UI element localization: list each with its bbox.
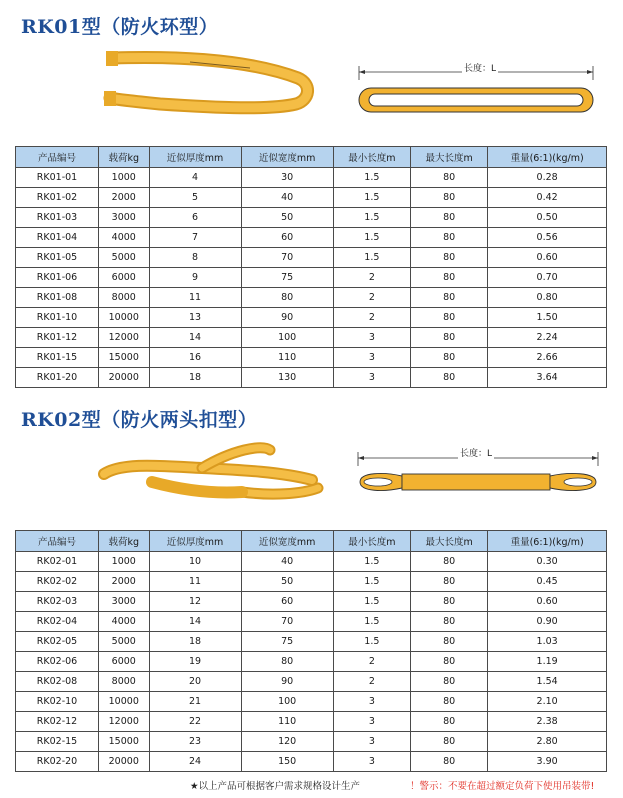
table-cell: 2 bbox=[333, 652, 410, 672]
table-cell: 80 bbox=[410, 288, 487, 308]
table-row bbox=[16, 612, 607, 632]
table-cell: RK01-20 bbox=[16, 368, 99, 388]
table-cell: 0.30 bbox=[488, 552, 607, 572]
table-cell: 10 bbox=[149, 552, 241, 572]
table-cell: 2.38 bbox=[488, 712, 607, 732]
table-cell: 12000 bbox=[99, 328, 150, 348]
table-cell: 2.80 bbox=[488, 732, 607, 752]
table-cell: 1.5 bbox=[333, 592, 410, 612]
table-cell: RK01-04 bbox=[16, 228, 99, 248]
table-cell: 6 bbox=[149, 208, 241, 228]
table-cell: 0.42 bbox=[488, 188, 607, 208]
table-header-row bbox=[16, 147, 607, 168]
table-cell: 50 bbox=[241, 572, 333, 592]
col-header: 近似厚度mm bbox=[149, 531, 241, 552]
table-cell: 150 bbox=[241, 752, 333, 772]
table-cell: 80 bbox=[410, 188, 487, 208]
table-cell: 80 bbox=[410, 632, 487, 652]
table-cell: 5 bbox=[149, 188, 241, 208]
table-cell: 60 bbox=[241, 592, 333, 612]
table-cell: 80 bbox=[410, 592, 487, 612]
table-cell: RK02-15 bbox=[16, 732, 99, 752]
table-cell: 0.28 bbox=[488, 168, 607, 188]
table-cell: 1.5 bbox=[333, 208, 410, 228]
table-cell: RK02-01 bbox=[16, 552, 99, 572]
col-header: 最小长度m bbox=[333, 147, 410, 168]
table-cell: 1.19 bbox=[488, 652, 607, 672]
table-cell: 13 bbox=[149, 308, 241, 328]
table-cell: 8000 bbox=[99, 288, 150, 308]
table-cell: 0.56 bbox=[488, 228, 607, 248]
table-cell: RK01-02 bbox=[16, 188, 99, 208]
table-cell: 3 bbox=[333, 348, 410, 368]
table-cell: 80 bbox=[410, 552, 487, 572]
table-cell: 2.66 bbox=[488, 348, 607, 368]
table-cell: 1.5 bbox=[333, 168, 410, 188]
table-cell: 80 bbox=[410, 168, 487, 188]
table-cell: 4000 bbox=[99, 612, 150, 632]
table-cell: 20 bbox=[149, 672, 241, 692]
table-header-row bbox=[16, 531, 607, 552]
table-cell: 11 bbox=[149, 572, 241, 592]
table-cell: 1.5 bbox=[333, 632, 410, 652]
col-header: 近似宽度mm bbox=[241, 531, 333, 552]
table-cell: 23 bbox=[149, 732, 241, 752]
ring-length-label: 长度：L bbox=[462, 61, 498, 74]
table-cell: 100 bbox=[241, 692, 333, 712]
table-row bbox=[16, 712, 607, 732]
table-cell: 3 bbox=[333, 732, 410, 752]
table-row bbox=[16, 572, 607, 592]
table-cell: RK01-12 bbox=[16, 328, 99, 348]
table-cell: 50 bbox=[241, 208, 333, 228]
table-cell: 3.64 bbox=[488, 368, 607, 388]
table-cell: 19 bbox=[149, 652, 241, 672]
table-cell: 3 bbox=[333, 692, 410, 712]
table-cell: 80 bbox=[410, 572, 487, 592]
table-cell: RK02-05 bbox=[16, 632, 99, 652]
section2-title: RK02型（防火两头扣型） bbox=[21, 409, 258, 431]
table-cell: 5000 bbox=[99, 632, 150, 652]
table-cell: 6000 bbox=[99, 268, 150, 288]
table-cell: RK02-10 bbox=[16, 692, 99, 712]
table-cell: 80 bbox=[410, 692, 487, 712]
table-cell: RK01-03 bbox=[16, 208, 99, 228]
table-cell: RK02-02 bbox=[16, 572, 99, 592]
table-cell: 2000 bbox=[99, 188, 150, 208]
table-cell: 75 bbox=[241, 632, 333, 652]
table-cell: RK01-01 bbox=[16, 168, 99, 188]
table-row bbox=[16, 208, 607, 228]
table-cell: 0.70 bbox=[488, 268, 607, 288]
table-cell: 30 bbox=[241, 168, 333, 188]
table-row bbox=[16, 268, 607, 288]
table-cell: 11 bbox=[149, 288, 241, 308]
table-cell: RK02-08 bbox=[16, 672, 99, 692]
table-row bbox=[16, 328, 607, 348]
footer-note: ★以上产品可根据客户需求规格设计生产 bbox=[190, 781, 361, 792]
table-cell: 80 bbox=[410, 672, 487, 692]
table-cell: 0.60 bbox=[488, 592, 607, 612]
table-cell: RK02-03 bbox=[16, 592, 99, 612]
rk02-spec-table bbox=[15, 530, 607, 772]
table-cell: RK02-06 bbox=[16, 652, 99, 672]
table-cell: 3000 bbox=[99, 592, 150, 612]
table-row bbox=[16, 248, 607, 268]
table-cell: 130 bbox=[241, 368, 333, 388]
table-cell: 2 bbox=[333, 288, 410, 308]
table-cell: 80 bbox=[410, 752, 487, 772]
table-cell: 3 bbox=[333, 752, 410, 772]
table-cell: 10000 bbox=[99, 308, 150, 328]
table-cell: 0.60 bbox=[488, 248, 607, 268]
table-cell: 40 bbox=[241, 552, 333, 572]
table-cell: 80 bbox=[410, 308, 487, 328]
table-cell: 120 bbox=[241, 732, 333, 752]
col-header: 最大长度m bbox=[410, 531, 487, 552]
col-header: 载荷kg bbox=[99, 147, 150, 168]
table-cell: 80 bbox=[410, 228, 487, 248]
table-row bbox=[16, 188, 607, 208]
table-row bbox=[16, 732, 607, 752]
table-row bbox=[16, 228, 607, 248]
table-cell: RK01-06 bbox=[16, 268, 99, 288]
col-header: 最大长度m bbox=[410, 147, 487, 168]
table-cell: 0.50 bbox=[488, 208, 607, 228]
table-cell: 1.5 bbox=[333, 248, 410, 268]
table-cell: 1000 bbox=[99, 552, 150, 572]
table-cell: 22 bbox=[149, 712, 241, 732]
table-cell: 9 bbox=[149, 268, 241, 288]
table-cell: 8000 bbox=[99, 672, 150, 692]
table-cell: 2 bbox=[333, 308, 410, 328]
table-cell: 80 bbox=[410, 368, 487, 388]
table-row bbox=[16, 592, 607, 612]
table-cell: 75 bbox=[241, 268, 333, 288]
rk01-spec-table bbox=[15, 146, 607, 388]
table-cell: 1.03 bbox=[488, 632, 607, 652]
table-cell: 7 bbox=[149, 228, 241, 248]
table-cell: RK02-04 bbox=[16, 612, 99, 632]
eye-length-label: 长度：L bbox=[458, 446, 494, 459]
table-cell: 80 bbox=[410, 248, 487, 268]
col-header: 产品编号 bbox=[16, 531, 99, 552]
footer-warning: ！警示：不要在超过额定负荷下使用吊装带! bbox=[410, 781, 595, 792]
table-cell: 12 bbox=[149, 592, 241, 612]
table-cell: 14 bbox=[149, 328, 241, 348]
table-cell: 110 bbox=[241, 348, 333, 368]
table-cell: 20000 bbox=[99, 752, 150, 772]
table-cell: 1.5 bbox=[333, 188, 410, 208]
table-row bbox=[16, 652, 607, 672]
table-cell: 110 bbox=[241, 712, 333, 732]
eye-sling-photo bbox=[92, 436, 324, 508]
table-cell: 1.5 bbox=[333, 552, 410, 572]
table-cell: RK01-10 bbox=[16, 308, 99, 328]
col-header: 重量(6:1)(kg/m) bbox=[488, 531, 607, 552]
table-cell: 2 bbox=[333, 268, 410, 288]
table-cell: 1.54 bbox=[488, 672, 607, 692]
table-cell: RK01-08 bbox=[16, 288, 99, 308]
table-cell: 80 bbox=[410, 268, 487, 288]
table-cell: 6000 bbox=[99, 652, 150, 672]
table-cell: 80 bbox=[410, 652, 487, 672]
table-row bbox=[16, 632, 607, 652]
col-header: 重量(6:1)(kg/m) bbox=[488, 147, 607, 168]
table-cell: 60 bbox=[241, 228, 333, 248]
table-cell: 1.5 bbox=[333, 572, 410, 592]
table-cell: 3 bbox=[333, 368, 410, 388]
table-cell: RK01-15 bbox=[16, 348, 99, 368]
table-cell: 4000 bbox=[99, 228, 150, 248]
col-header: 近似厚度mm bbox=[149, 147, 241, 168]
table-row bbox=[16, 752, 607, 772]
table-cell: 1000 bbox=[99, 168, 150, 188]
table-cell: 16 bbox=[149, 348, 241, 368]
round-sling-photo bbox=[100, 48, 315, 118]
table-cell: 18 bbox=[149, 632, 241, 652]
table-cell: 8 bbox=[149, 248, 241, 268]
table-cell: 21 bbox=[149, 692, 241, 712]
table-cell: 2.10 bbox=[488, 692, 607, 712]
table-cell: 70 bbox=[241, 612, 333, 632]
table-cell: 12000 bbox=[99, 712, 150, 732]
table-cell: 80 bbox=[410, 732, 487, 752]
table-cell: 0.80 bbox=[488, 288, 607, 308]
table-cell: 80 bbox=[410, 712, 487, 732]
table-row bbox=[16, 308, 607, 328]
table-cell: 40 bbox=[241, 188, 333, 208]
table-row bbox=[16, 348, 607, 368]
table-cell: 1.50 bbox=[488, 308, 607, 328]
table-cell: 80 bbox=[241, 288, 333, 308]
table-cell: 0.45 bbox=[488, 572, 607, 592]
table-cell: RK02-20 bbox=[16, 752, 99, 772]
table-cell: 3.90 bbox=[488, 752, 607, 772]
table-cell: 14 bbox=[149, 612, 241, 632]
table-cell: 80 bbox=[410, 348, 487, 368]
table-cell: 90 bbox=[241, 308, 333, 328]
table-cell: RK02-12 bbox=[16, 712, 99, 732]
table-row bbox=[16, 692, 607, 712]
table-cell: 80 bbox=[410, 612, 487, 632]
table-row bbox=[16, 368, 607, 388]
table-cell: 15000 bbox=[99, 732, 150, 752]
table-row bbox=[16, 552, 607, 572]
table-cell: 24 bbox=[149, 752, 241, 772]
table-cell: 10000 bbox=[99, 692, 150, 712]
table-cell: 80 bbox=[410, 208, 487, 228]
table-row bbox=[16, 288, 607, 308]
col-header: 最小长度m bbox=[333, 531, 410, 552]
table-cell: RK01-05 bbox=[16, 248, 99, 268]
col-header: 载荷kg bbox=[99, 531, 150, 552]
table-cell: 3 bbox=[333, 328, 410, 348]
table-cell: 100 bbox=[241, 328, 333, 348]
table-cell: 4 bbox=[149, 168, 241, 188]
table-cell: 2000 bbox=[99, 572, 150, 592]
table-cell: 90 bbox=[241, 672, 333, 692]
table-cell: 0.90 bbox=[488, 612, 607, 632]
table-cell: 1.5 bbox=[333, 612, 410, 632]
section1-title: RK01型（防火环型） bbox=[21, 16, 219, 38]
table-cell: 3000 bbox=[99, 208, 150, 228]
table-cell: 1.5 bbox=[333, 228, 410, 248]
col-header: 产品编号 bbox=[16, 147, 99, 168]
table-row bbox=[16, 168, 607, 188]
table-cell: 20000 bbox=[99, 368, 150, 388]
table-cell: 15000 bbox=[99, 348, 150, 368]
col-header: 近似宽度mm bbox=[241, 147, 333, 168]
table-cell: 5000 bbox=[99, 248, 150, 268]
table-row bbox=[16, 672, 607, 692]
table-cell: 70 bbox=[241, 248, 333, 268]
table-cell: 80 bbox=[241, 652, 333, 672]
table-cell: 80 bbox=[410, 328, 487, 348]
table-cell: 3 bbox=[333, 712, 410, 732]
table-cell: 18 bbox=[149, 368, 241, 388]
table-cell: 2.24 bbox=[488, 328, 607, 348]
table-cell: 2 bbox=[333, 672, 410, 692]
